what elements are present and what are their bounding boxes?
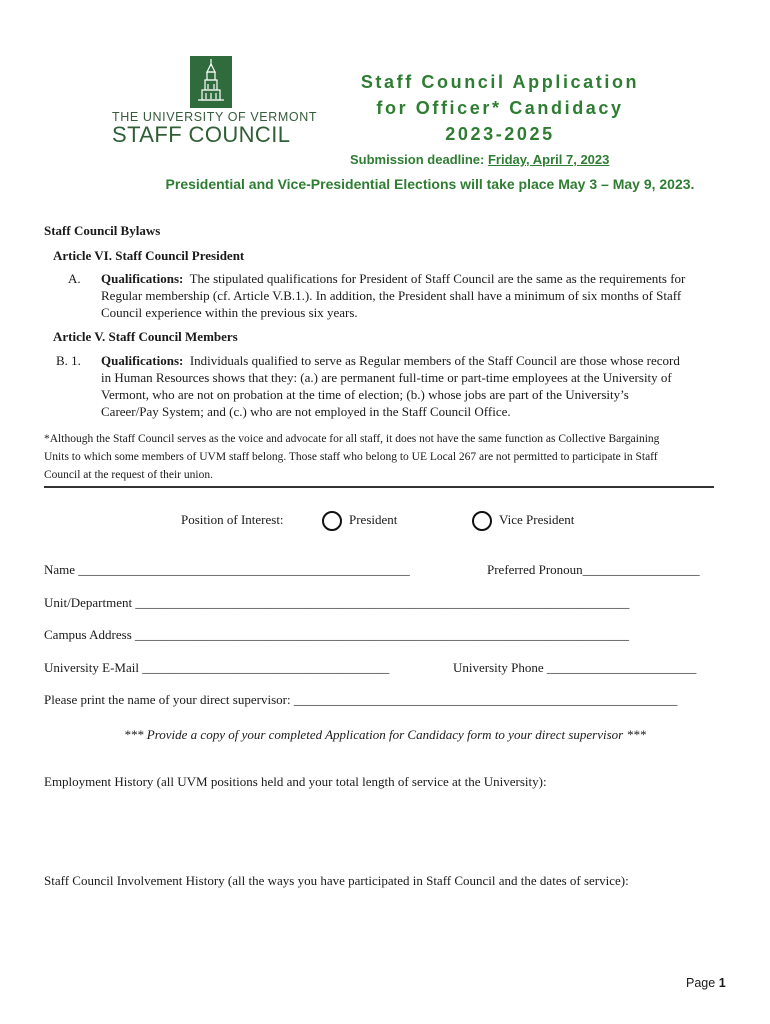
officer-footnote: [44, 430, 734, 484]
campus-address-field[interactable]: Campus Address ____________________________________________________________________________: [44, 627, 629, 642]
email-field[interactable]: University E-Mail ______________________________________: [44, 660, 390, 675]
vice-president-radio[interactable]: [472, 511, 492, 531]
article5-line4: Career/Pay System; and (c.) who are not employed in the Staff Council Office.: [101, 404, 511, 419]
page-title-line2: for Officer* Candidacy: [376, 98, 624, 118]
article5-label: Qualifications:: [101, 353, 184, 368]
bylaws-heading: Staff Council Bylaws: [44, 223, 161, 238]
article6-label: Qualifications:: [101, 271, 184, 286]
page-title-years: 2023-2025: [445, 124, 555, 144]
president-radio[interactable]: [322, 511, 342, 531]
elections-notice: Presidential and Vice-Presidential Elections will take place May 3 – May 9, 2023.: [165, 176, 695, 192]
article6-line2: Regular membership (cf. Article V.B.1.). In addition, the President shall have a minimum of six months of Staff: [101, 288, 682, 303]
article5-heading: Article V. Staff Council Members: [53, 329, 238, 344]
involvement-history-area[interactable]: [44, 893, 724, 963]
supervisor-copy-notice: *** Provide a copy of your completed Application for Candidacy form to your direct supervisor ***: [124, 727, 646, 742]
footnote-line3: Council at the request of their union.: [44, 469, 213, 481]
footnote-line1: *Although the Staff Council serves as the voice and advocate for all staff, it does not have the same function as Collective Bargaining: [44, 433, 660, 445]
article6-heading: Article VI. Staff Council President: [53, 248, 245, 263]
section-divider: [44, 486, 714, 488]
deadline-date: Friday, April 7, 2023: [487, 152, 610, 167]
vice-president-option-label: Vice President: [499, 512, 575, 527]
president-option-label: President: [349, 512, 398, 527]
page-title-line1: Staff Council Application: [360, 72, 640, 92]
employment-history-area[interactable]: [44, 794, 724, 860]
article6-line1: The stipulated qualifications for President of Staff Council are the same as the requirements for: [189, 271, 686, 286]
page-label: Page: [686, 976, 716, 990]
pronoun-field[interactable]: Preferred Pronoun__________________: [487, 562, 700, 577]
article5-line1: Individuals qualified to serve as Regular members of the Staff Council are those whose record: [189, 353, 680, 368]
article5-line3: Vermont, who are not on probation at the time of election; (b.) whose jobs are part of the University’s: [101, 387, 629, 402]
article6-marker: A.: [68, 271, 81, 286]
involvement-history-prompt: Staff Council Involvement History (all the ways you have participated in Staff Council and the dates of service):: [44, 873, 629, 888]
article5-line2: in Human Resources shows that they: (a.) are permanent full-time or part-time employees at the University of: [101, 370, 672, 385]
page-number: [686, 976, 726, 990]
supervisor-field[interactable]: Please print the name of your direct supervisor: ___________________________________________________________: [44, 692, 678, 707]
uvm-logo-mark: [190, 56, 232, 108]
submission-deadline: [350, 152, 609, 167]
article5-marker: B. 1.: [56, 353, 81, 368]
article6-paragraph: [101, 270, 731, 321]
page-number-value: 1: [718, 976, 726, 990]
deadline-label: Submission deadline:: [350, 152, 485, 167]
article6-line3: Council experience within the previous six years.: [101, 305, 358, 320]
employment-history-prompt: Employment History (all UVM positions held and your total length of service at the University):: [44, 774, 547, 789]
phone-field[interactable]: University Phone _______________________: [453, 660, 697, 675]
article5-paragraph: [101, 352, 731, 420]
footnote-line2: Units to which some members of UVM staff belong. Those staff who belong to UE Local 267 are not permitted to participate in Staff: [44, 451, 658, 463]
logo-staff-council: STAFF COUNCIL: [112, 122, 291, 147]
position-label: Position of Interest:: [181, 512, 284, 527]
building-tower-icon: [190, 56, 232, 108]
name-field[interactable]: Name ___________________________________________________: [44, 562, 410, 577]
logo-university-name: THE UNIVERSITY OF VERMONT: [112, 110, 318, 124]
unit-department-field[interactable]: Unit/Department ____________________________________________________________________________: [44, 595, 630, 610]
